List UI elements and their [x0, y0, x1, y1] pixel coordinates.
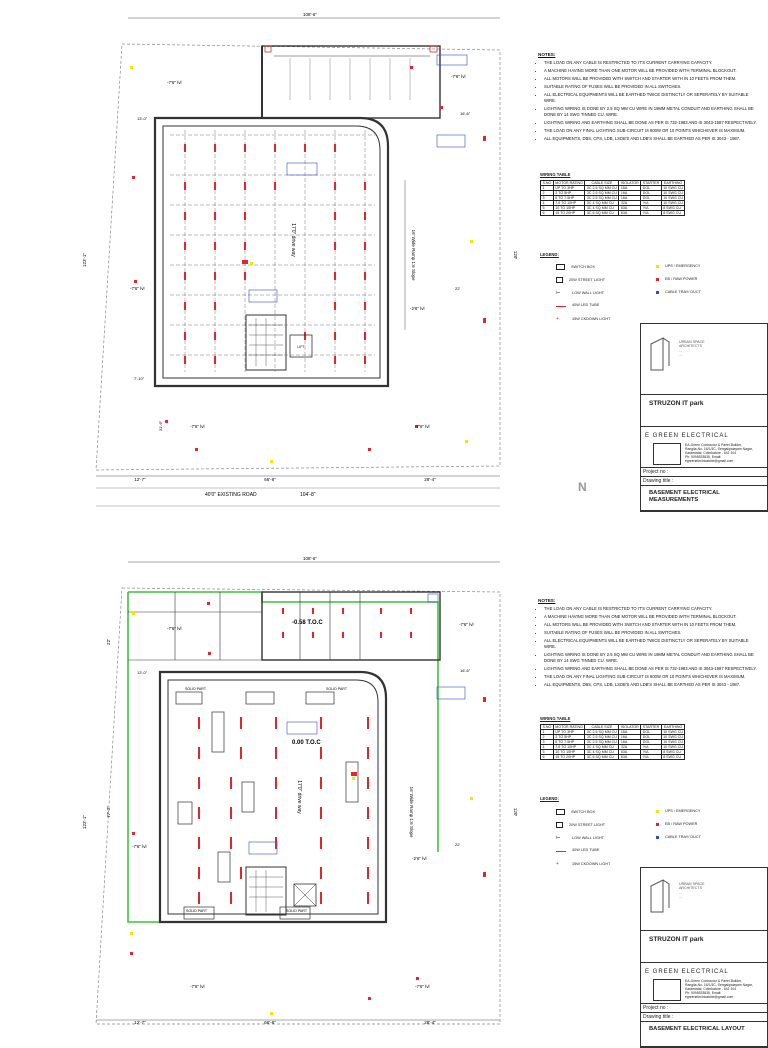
- table-row: [541, 186, 685, 191]
- solid-part-label: SOLID PART: [186, 909, 208, 913]
- level-label-1: -7'6" lvl: [167, 80, 182, 85]
- firm-name-line: ARCHITECTS: [679, 344, 702, 349]
- contractor-name: E GREEN ELECTRICAL: [645, 433, 729, 439]
- table-cell: 10 SWG CU: [663, 191, 683, 195]
- note-item: • LIGHTING WIRING AND EARTHING SHALL BE DONE AS PER IS 732-1983 AND IS 3043-1987 RESPECTIVELY.: [544, 666, 760, 672]
- ramp-label-2: 16' Wide Ramp 1:6 Slope: [409, 786, 414, 838]
- dim-south-right: 28'-4": [424, 477, 436, 482]
- driveway-label: 17'0" drive way: [290, 223, 296, 257]
- dim-left-setback: 13'-0": [137, 116, 148, 121]
- table-header-cell: EARTHING: [661, 181, 685, 186]
- dim-mid-depth: 31'-6": [158, 420, 163, 432]
- table-row: [541, 745, 685, 750]
- legend-title: LEGEND:: [540, 252, 559, 257]
- road-label: 40'0" EXISTING ROAD: [205, 492, 257, 498]
- solid-part-label: SOLID PART: [185, 687, 207, 691]
- table-cell: 3C 4 SQ MM CU: [585, 201, 619, 206]
- drawing-title-label: Drawing title :: [641, 1013, 767, 1022]
- project-name: STRUZON IT park: [641, 931, 767, 963]
- table-cell: 2: [541, 191, 554, 196]
- firm-logo-area: [641, 324, 767, 395]
- firm-name-line: ...: [679, 348, 682, 353]
- table-cell: 6: [541, 755, 554, 760]
- note-item: • THE LOAD ON ANY CABLE IS RESTRICTED TO IT'S CURRENT CARRYING CAPACITY.: [544, 60, 760, 66]
- dim-back-depth-3: 22': [455, 842, 461, 847]
- title-block: [640, 323, 768, 544]
- legend-title-2: LEGEND:: [540, 796, 559, 801]
- table-cell: DOL: [641, 191, 661, 196]
- table-cell: 5: [541, 750, 554, 755]
- table-row: [541, 730, 685, 735]
- road-width: 104'-8": [300, 492, 316, 498]
- contractor-address: EA-Green Contractor & Panel Builder, Rangila-No. 16/1/3C, Sengalipalayam Nagar, Karamadai, Coimbatore - 641 104 Ph: 9095533835, Email: egreenelectricalcbe@gmail.com: [685, 443, 753, 463]
- table-cell: DOL: [641, 735, 661, 740]
- table-cell: 3 TO 5HP: [553, 735, 585, 740]
- table-cell: 10 SWG CU: [663, 730, 683, 734]
- toc-label-1: -0.58 T.O.C: [292, 620, 323, 626]
- table-cell: Y/Δ: [641, 206, 661, 211]
- table-cell: 10 TO 15HP: [553, 750, 585, 755]
- legend-wall-light: ⊢ LOW WALL LIGHT: [556, 290, 604, 296]
- title-block-2: [640, 867, 768, 1048]
- note-item: • SUITABLE RATING OF FUSES WILL BE PROVIDED IN ALL SWITCHES.: [544, 84, 760, 90]
- legend-switch-box: SWITCH BOX: [556, 809, 595, 815]
- table-cell: 5 TO 7.5HP: [553, 740, 585, 745]
- note-item: • ALL MOTORS WILL BE PROVIDED WITH SWITCH AND STARTER WITH IN 10 FEETS FROM THEM.: [544, 76, 760, 82]
- firm-name-line: ...: [679, 895, 682, 900]
- dim-overall-width-2: 108'-6": [303, 556, 317, 561]
- table-cell: Y/Δ: [641, 745, 661, 750]
- table-row: [541, 211, 685, 216]
- table-cell: 63A: [619, 206, 641, 211]
- level-label-2-2: -7'6" lvl: [459, 622, 474, 627]
- table-cell: 3: [541, 196, 554, 201]
- table-cell: 10 SWG CU: [663, 196, 683, 200]
- level-label-2-3: -7'6" lvl: [132, 844, 147, 849]
- note-item: • THE LOAD ON ANY FINAL LIGHTING SUB-CIRCUIT IS 800W OR 10 POINTS WHICHEVER IS MAXIMUM.: [544, 674, 760, 680]
- drawing-title: BASEMENT ELECTRICAL MEASUREMENTS: [641, 486, 767, 511]
- legend-downlight: + 15W CKDOWN LIGHT: [556, 861, 611, 867]
- table-cell: 3C 2.5 SQ MM CU: [586, 735, 617, 739]
- notes-heading: NOTES:: [538, 598, 556, 603]
- table-cell: Y/Δ: [641, 201, 661, 206]
- wiring-table-2: [540, 724, 685, 760]
- firm-name-line: URBAN SPACE: [679, 882, 705, 886]
- table-cell: 3C 6 SQ MM CU: [585, 211, 619, 216]
- table-cell: 3C 4 SQ MM CU: [585, 750, 619, 755]
- table-cell: Y/Δ: [641, 211, 661, 216]
- table-row: [541, 206, 685, 211]
- table-cell: 8 SWG CU: [661, 750, 685, 755]
- table-cell: DOL: [641, 740, 661, 745]
- dim-south-mid-2: 66'-8": [264, 1020, 276, 1025]
- table-cell: 4: [541, 201, 554, 206]
- toc-label-2: 0.00 T.O.C: [292, 740, 321, 746]
- table-cell: 16A: [619, 735, 641, 740]
- dim-depth-right: 120': [513, 250, 518, 260]
- level-label-2: -7'6" lvl: [451, 74, 466, 79]
- dim-south-left-2: 12'-7": [134, 1020, 146, 1025]
- table-cell: 16A: [619, 186, 641, 191]
- table-cell: UP TO 3HP: [553, 186, 585, 191]
- contractor-block: [641, 963, 767, 1004]
- table-header-cell: MOTOR RATING: [555, 181, 583, 185]
- firm-name-line: ...: [679, 890, 682, 895]
- note-item: • LIGHTING WIRING AND EARTHING SHALL BE DONE AS PER IS 732-1983 AND IS 3043-1987 RESPECTIVELY.: [544, 120, 760, 126]
- dim-depth-left: 123'-1": [82, 253, 87, 267]
- firm-name-line: URBAN SPACE: [679, 340, 705, 344]
- legend-ups: UPS / EMERGENCY: [656, 809, 700, 813]
- table-cell: 16A: [619, 730, 641, 735]
- dim-south-mid: 66'-8": [264, 477, 276, 482]
- table-header-cell: S.NO: [542, 725, 552, 729]
- table-cell: 4: [541, 745, 554, 750]
- table-header-cell: S.NO: [542, 181, 552, 185]
- level-label-2-6: -2'6" lvl: [412, 856, 427, 861]
- table-row: [541, 740, 685, 745]
- table-header-cell: ISOLATOR: [620, 181, 639, 185]
- table-cell: DOL: [641, 730, 661, 735]
- table-cell: 3C 4 SQ MM CU: [585, 206, 619, 211]
- legend-street-light: 20W STREET LIGHT: [556, 822, 605, 828]
- table-cell: 3: [541, 740, 554, 745]
- led-tube-fixtures-2: [130, 602, 486, 1000]
- cable-tray-route: [128, 592, 438, 922]
- table-cell: 10 TO 15HP: [553, 206, 585, 211]
- legend-cable-tray: CABLE TRAY/ DUCT: [656, 290, 701, 294]
- table-row: [541, 196, 685, 201]
- table-header-cell: STARTER: [642, 181, 660, 185]
- note-item: • LIGHTING WIRING IS DONE BY 2.5 SQ MM CU WIRE IN 19MM METAL CONDUIT AND EARTHING SHALL BE DONE BY 14 SWG TINNED CU. WIRE.: [544, 106, 760, 117]
- table-cell: 32A: [619, 201, 641, 206]
- note-item: • ALL ELECTRICAL EQUIPMENTS WILL BE EARTHED TWICE DISTINCTLY OR SEPERATELY BY SUITABLE WIRE.: [544, 92, 760, 103]
- note-item: • LIGHTING WIRING IS DONE BY 2.5 SQ MM CU WIRE IN 19MM METAL CONDUIT AND EARTHING SHALL BE DONE BY 14 SWG TINNED CU. WIRE.: [544, 652, 760, 663]
- legend-street-light: 20W STREET LIGHT: [556, 277, 605, 283]
- table-cell: UP TO 3HP: [553, 730, 585, 735]
- lift-label: LIFT: [297, 345, 305, 349]
- notes-block-2: [538, 598, 760, 690]
- solid-part-label: SOLID PART: [326, 687, 348, 691]
- note-item: • A MACHINE HAVING MORE THAN ONE MOTOR WILL BE PROVIDED WITH TERMINAL BLOCKOUT.: [544, 68, 760, 74]
- table-header-cell: MOTOR RATING: [555, 725, 583, 729]
- level-label-3: -7'6" lvl: [130, 286, 145, 291]
- table-cell: 15 TO 20HP: [553, 211, 585, 216]
- table-cell: 16A: [619, 191, 641, 196]
- table-cell: Y/Δ: [641, 750, 661, 755]
- note-item: • SUITABLE RATING OF FUSES WILL BE PROVIDED IN ALL SWITCHES.: [544, 630, 760, 636]
- firm-name-line: ...: [679, 353, 682, 358]
- dim-7-10: 7'-10": [134, 376, 145, 381]
- table-cell: 63A: [619, 750, 641, 755]
- table-cell: 10 SWG CU: [663, 186, 683, 190]
- level-label-2-4: -7'6" lvl: [190, 984, 205, 989]
- dim-depth-left-2: 123'-1": [82, 815, 87, 829]
- table-cell: 8 SWG CU: [661, 211, 685, 216]
- wiring-table-title-2: WIRING TABLE: [540, 716, 571, 721]
- table-cell: DOL: [641, 186, 661, 191]
- project-name: STRUZON IT park: [641, 395, 767, 427]
- table-cell: 7.5 TO 10HP: [553, 745, 585, 750]
- notes-heading: NOTES:: [538, 52, 556, 57]
- contractor-address: EA-Green Contractor & Panel Builder, Rangila-No. 16/1/3C, Sengalipalayam Nagar, Karamadai, Coimbatore - 641 104 Ph: 9095533835, Email: egreenelectricalcbe@gmail.com: [685, 979, 753, 999]
- level-label-5: -7'6" lvl: [415, 424, 430, 429]
- table-cell: DOL: [641, 196, 661, 201]
- project-no-label: Project no :: [641, 1004, 767, 1013]
- dim-right-setback-2: 16'-6": [460, 668, 471, 673]
- table-cell: 3C 2.5 SQ MM CU: [586, 191, 617, 195]
- table-cell: 3C 2.5 SQ MM CU: [586, 740, 617, 744]
- table-header-cell: CABLE SIZE: [585, 725, 619, 730]
- project-no-label: Project no :: [641, 468, 767, 477]
- table-cell: 7.5 TO 10HP: [553, 201, 585, 206]
- table-row: [541, 755, 685, 760]
- table-cell: 6: [541, 211, 554, 216]
- table-header-cell: EARTHING: [661, 725, 685, 730]
- level-label-4: -7'6" lvl: [190, 424, 205, 429]
- legend-led-tube: 40W LED TUBE: [556, 848, 599, 852]
- note-item: • ALL ELECTRICAL EQUIPMENTS WILL BE EARTHED TWICE DISTINCTLY OR SEPERATELY BY SUITABLE WIRE.: [544, 638, 760, 649]
- dim-back-depth-2: 22': [106, 639, 111, 645]
- drawing-sheet-measurements: [0, 0, 768, 512]
- solid-part-label: SOLID PART: [286, 909, 308, 913]
- notes-block: [538, 52, 760, 144]
- dim-back-depth: 22': [455, 286, 461, 291]
- note-item: • ALL EQUIPMENTS, DBS, CPS, LDB, LSDB'S AND LDB'S SHALL BE EARTHED AS PER IS 3043 - 1987.: [544, 682, 760, 688]
- legend-led-tube: 40W LED TUBE: [556, 303, 599, 307]
- note-item: • ALL EQUIPMENTS, DBS, CPS, LDB, LSDB'S AND LDB'S SHALL BE EARTHED AS PER IS 3043 - 1987.: [544, 136, 760, 142]
- table-cell: 15 TO 20HP: [553, 755, 585, 760]
- legend-wall-light: ⊢ LOW WALL LIGHT: [556, 835, 604, 841]
- note-item: • THE LOAD ON ANY FINAL LIGHTING SUB-CIRCUIT IS 800W OR 10 POINTS WHICHEVER IS MAXIMUM.: [544, 128, 760, 134]
- firm-logo-area: [641, 868, 767, 931]
- legend-downlight: + 15W CKDOWN LIGHT: [556, 316, 611, 322]
- contractor-block: [641, 427, 767, 468]
- level-label-2-5: -7'6" lvl: [415, 984, 430, 989]
- table-cell: 10 SWG CU: [663, 745, 683, 749]
- ramp-label: 16' Wide Ramp 1:6 Slope: [411, 229, 416, 281]
- building-outline: [155, 118, 388, 386]
- table-cell: 5 TO 7.5HP: [553, 196, 585, 201]
- drawing-sheet-layout: [0, 512, 768, 1032]
- dim-mid-depth-1: 77'-3": [106, 806, 111, 818]
- table-row: [541, 191, 685, 196]
- wiring-table-title: WIRING TABLE: [540, 172, 571, 177]
- dim-south-left: 12'-7": [134, 477, 146, 482]
- table-cell: 3C 6 SQ MM CU: [585, 755, 619, 760]
- dim-left-setback-2: 13'-0": [137, 670, 148, 675]
- table-cell: 32A: [619, 745, 641, 750]
- note-item: • ALL MOTORS WILL BE PROVIDED WITH SWITCH AND STARTER WITH IN 10 FEETS FROM THEM.: [544, 622, 760, 628]
- table-cell: 8 SWG CU: [661, 755, 685, 760]
- table-cell: 1: [541, 730, 554, 735]
- table-cell: 3 TO 5HP: [553, 191, 585, 196]
- table-cell: 63A: [619, 211, 641, 216]
- table-cell: 16A: [619, 740, 641, 745]
- legend-cable-tray: CABLE TRAY/ DUCT: [656, 835, 701, 839]
- table-cell: 2: [541, 735, 554, 740]
- table-cell: 3C 2.5 SQ MM CU: [586, 186, 617, 190]
- firm-name-line: ARCHITECTS: [679, 886, 702, 891]
- table-header-cell: STARTER: [642, 725, 660, 729]
- note-item: • A MACHINE HAVING MORE THAN ONE MOTOR WILL BE PROVIDED WITH TERMINAL BLOCKOUT.: [544, 614, 760, 620]
- level-label-6: -2'6" lvl: [410, 306, 425, 311]
- note-item: • THE LOAD ON ANY CABLE IS RESTRICTED TO IT'S CURRENT CARRYING CAPACITY.: [544, 606, 760, 612]
- table-cell: 3C 2.5 SQ MM CU: [586, 730, 617, 734]
- table-cell: 1: [541, 186, 554, 191]
- wiring-table: [540, 180, 685, 216]
- dim-depth-right-2: 120': [513, 807, 518, 817]
- table-cell: 10 SWG CU: [663, 735, 683, 739]
- table-cell: 5: [541, 206, 554, 211]
- table-cell: 63A: [619, 755, 641, 760]
- table-header-cell: ISOLATOR: [620, 725, 639, 729]
- table-cell: 8 SWG CU: [661, 206, 685, 211]
- legend-eb-power: EB / RAW POWER: [656, 822, 697, 826]
- driveway-label-2: 17'0" drive way: [296, 780, 302, 814]
- table-cell: 10 SWG CU: [663, 740, 683, 744]
- contractor-logo: [653, 979, 681, 1001]
- table-header-cell: CABLE SIZE: [585, 181, 619, 186]
- dim-right-setback: 16'-6": [460, 111, 471, 116]
- legend-ups: UPS / EMERGENCY: [656, 264, 700, 268]
- drawing-title-label: Drawing title :: [641, 477, 767, 486]
- level-label-2-1: -7'6" lvl: [167, 626, 182, 631]
- north-arrow-label: N: [578, 480, 587, 494]
- contractor-logo: [653, 443, 681, 465]
- table-cell: 10 SWG CU: [663, 201, 683, 205]
- drawing-title: BASEMENT ELECTRICAL LAYOUT: [641, 1022, 767, 1047]
- dim-overall-width: 108'-6": [303, 12, 317, 17]
- table-cell: Y/Δ: [641, 755, 661, 760]
- legend-eb-power: EB / RAW POWER: [656, 277, 697, 281]
- table-row: [541, 201, 685, 206]
- table-cell: 3C 4 SQ MM CU: [585, 745, 619, 750]
- table-cell: 3C 2.5 SQ MM CU: [586, 196, 617, 200]
- table-cell: 16A: [619, 196, 641, 201]
- contractor-name: E GREEN ELECTRICAL: [645, 969, 729, 975]
- table-row: [541, 750, 685, 755]
- building-outline-2: [160, 672, 386, 922]
- table-row: [541, 735, 685, 740]
- dim-south-right-2: 28'-4": [424, 1020, 436, 1025]
- legend-switch-box: SWITCH BOX: [556, 264, 595, 270]
